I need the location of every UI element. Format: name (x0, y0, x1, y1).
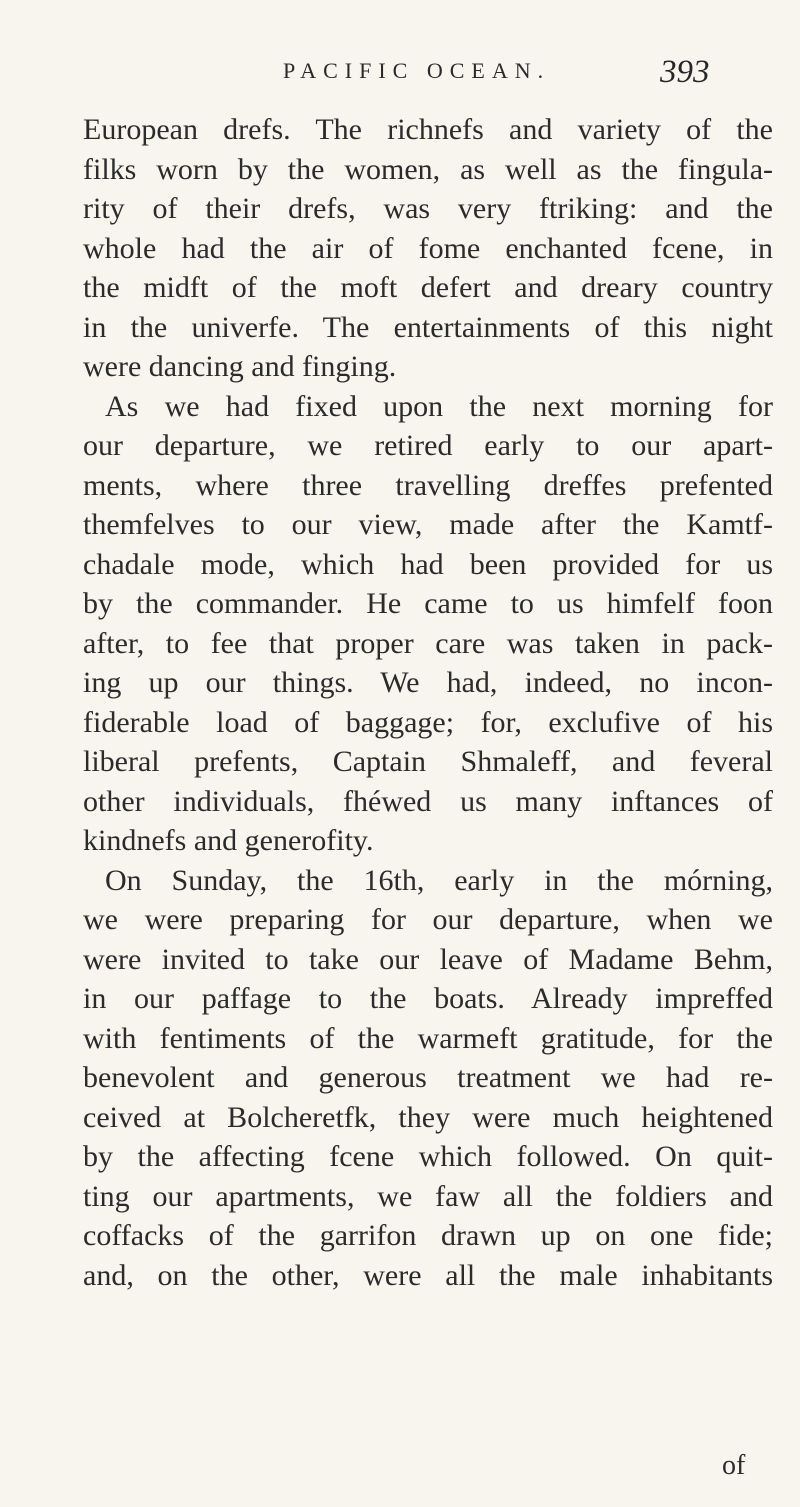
text-line: other individuals, fhéwed us many inftances of (83, 784, 773, 818)
text-line: we were preparing for our departure, when we (83, 903, 773, 936)
text-line: were invited to take our leave of Madame Behm, (83, 942, 773, 976)
paragraph-start-line: As we had fixed upon the next morning for (105, 389, 773, 423)
text-line: the midft of the moft defert and dreary country (83, 271, 773, 304)
text-line: our departure, we retired early to our apart- (83, 429, 773, 462)
text-line: kindnefs and generofity. (83, 824, 374, 857)
text-line: European drefs. The richnefs and variety of the (83, 113, 773, 146)
paragraph-start-line: On Sunday, the 16th, early in the mórning, (105, 863, 773, 897)
text-line: in the univerfe. The entertainments of this night (83, 310, 773, 344)
text-line: after, to fee that proper care was taken in pack- (83, 626, 773, 660)
running-head: PACIFIC OCEAN. (283, 58, 551, 83)
text-line: in our paffage to the boats. Already impreffed (83, 982, 773, 1015)
text-line: ting our apartments, we faw all the foldiers and (83, 1179, 773, 1213)
text-line: ing up our things. We had, indeed, no incon- (83, 666, 773, 699)
text-line: chadale mode, which had been provided for us (83, 547, 773, 581)
text-line: themfelves to our view, made after the Kamtf- (83, 508, 773, 541)
text-line: fiderable load of baggage; for, exclufive of his (83, 705, 773, 739)
text-line: and, on the other, were all the male inhabitants (83, 1258, 773, 1292)
page-number: 393 (660, 54, 710, 90)
text-line: filks worn by the women, as well as the fingula- (83, 152, 773, 186)
text-line: were dancing and finging. (83, 350, 397, 383)
page-header (0, 54, 800, 98)
text-line: ments, where three travelling dreffes prefented (83, 468, 773, 502)
text-line: coffacks of the garrifon drawn up on one fide; (83, 1219, 773, 1252)
text-line: benevolent and generous treatment we had re- (83, 1061, 773, 1094)
text-line: liberal prefents, Captain Shmaleff, and feveral (83, 745, 773, 778)
text-line: whole had the air of fome enchanted fcene, in (83, 231, 773, 265)
text-line: with fentiments of the warmeft gratitude, for the (83, 1021, 773, 1055)
body-text (83, 110, 773, 1295)
catchword: of (722, 1450, 746, 1481)
text-line: ceived at Bolcheretfk, they were much heightened (83, 1100, 773, 1134)
text-line: rity of their drefs, was very ftriking: and the (83, 192, 773, 225)
text-line: by the affecting fcene which followed. On quit- (83, 1140, 773, 1173)
text-line: by the commander. He came to us himfelf foon (83, 587, 773, 620)
